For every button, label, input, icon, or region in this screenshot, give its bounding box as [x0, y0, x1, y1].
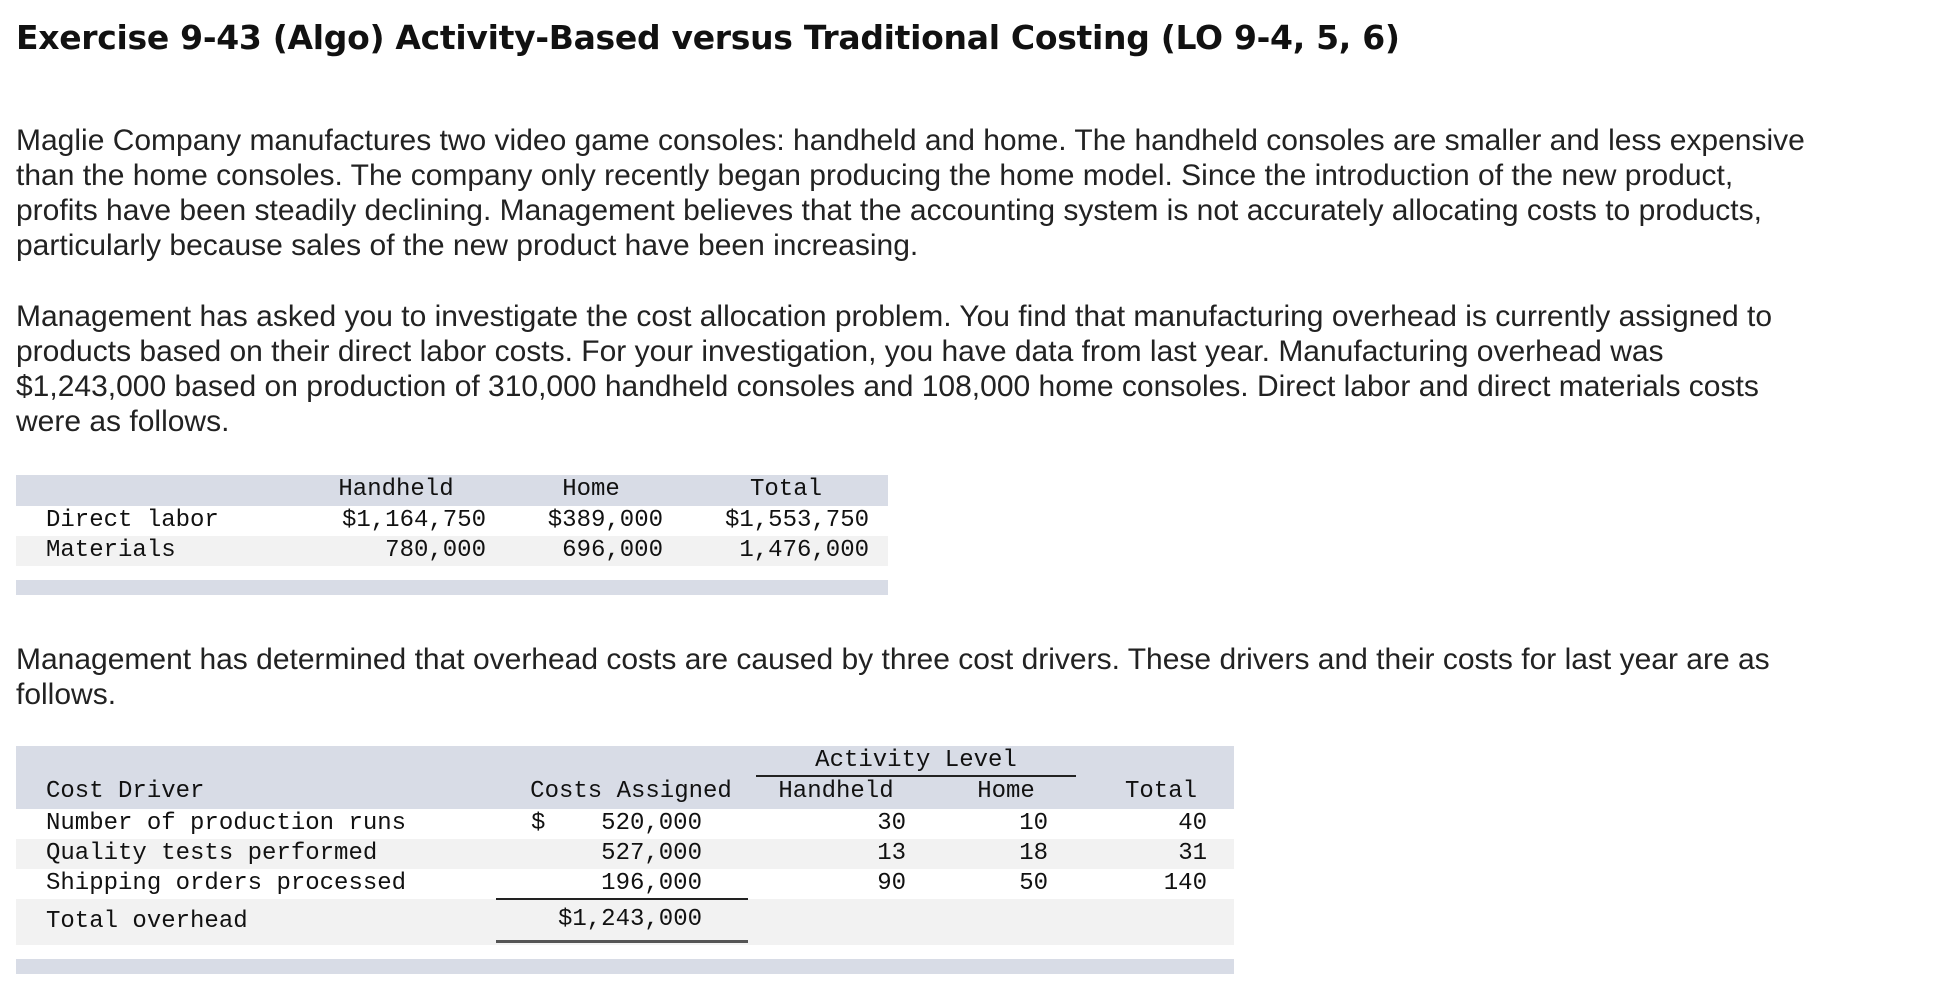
- intro-paragraph: [16, 123, 1936, 263]
- paragraph-line: $1,243,000 based on production of 310,000 handheld consoles and 108,000 home consoles. Direct labor and direct materials costs: [16, 370, 1759, 403]
- column-header-handheld: Handheld: [338, 476, 454, 503]
- row-label: Quality tests performed: [46, 840, 378, 867]
- page-title: Exercise 9-43 (Algo) Activity-Based versus Traditional Costing (LO 9-4, 5, 6): [16, 18, 1400, 57]
- column-header-cost-driver: Cost Driver: [46, 778, 205, 805]
- drivers-paragraph: [16, 642, 1936, 712]
- column-header-home: Home: [977, 778, 1035, 805]
- investigation-paragraph: [16, 299, 1936, 439]
- row-label: Materials: [46, 537, 176, 564]
- cell-home: 50: [1019, 870, 1048, 897]
- paragraph-line: particularly because sales of the new product have been increasing.: [16, 229, 919, 262]
- row-label: Direct labor: [46, 507, 219, 534]
- paragraph-line: Management has asked you to investigate the cost allocation problem. You find that manufacturing overhead is currently assigned to: [16, 300, 1773, 333]
- column-header-total: Total: [1124, 778, 1197, 805]
- cell-total: 1,476,000: [739, 537, 869, 564]
- cell-total: $1,553,750: [724, 507, 869, 534]
- paragraph-line: than the home consoles. The company only recently began producing the home model. Since the introduction of the new product,: [16, 159, 1734, 192]
- cell-costs-assigned: 527,000: [601, 840, 702, 867]
- cell-home: $389,000: [547, 507, 663, 534]
- cell-home: 18: [1019, 840, 1048, 867]
- paragraph-line: Management has determined that overhead costs are caused by three cost drivers. These drivers and their costs for last year are as: [16, 643, 1770, 676]
- cell-total: 31: [1178, 840, 1207, 867]
- paragraph-line: were as follows.: [16, 405, 230, 438]
- cell-handheld: 30: [877, 810, 906, 837]
- labor-materials-table: [16, 475, 888, 595]
- paragraph-line: profits have been steadily declining. Management believes that the accounting system is not accurately allocating costs to products,: [16, 194, 1762, 227]
- column-header-home: Home: [562, 476, 620, 503]
- total-double-underline: [496, 940, 748, 943]
- subtotal-underline: [496, 898, 748, 900]
- cell-total: 40: [1178, 810, 1207, 837]
- table-footer-band: [16, 959, 1234, 974]
- column-header-costs-assigned: Costs Assigned: [530, 778, 732, 805]
- row-label: Shipping orders processed: [46, 870, 407, 897]
- row-label: Number of production runs: [46, 810, 407, 837]
- cost-driver-table: [16, 746, 1234, 974]
- cell-handheld: $1,164,750: [341, 507, 486, 534]
- cell-home: 696,000: [562, 537, 663, 564]
- cell-home: 10: [1019, 810, 1048, 837]
- column-header-total: Total: [749, 476, 822, 503]
- currency-sign: $: [531, 810, 546, 837]
- cell-handheld: 13: [877, 840, 906, 867]
- cell-costs-assigned: 196,000: [601, 870, 702, 897]
- paragraph-line: follows.: [16, 678, 117, 711]
- paragraph-line: products based on their direct labor costs. For your investigation, you have data from last year. Manufacturing overhead was: [16, 335, 1664, 368]
- cell-handheld: 780,000: [385, 537, 486, 564]
- table-footer-band: [16, 580, 888, 595]
- cell-total: 140: [1163, 870, 1207, 897]
- column-header-handheld: Handheld: [778, 778, 894, 805]
- activity-level-header: Activity Level: [815, 747, 1017, 774]
- cell-handheld: 90: [877, 870, 906, 897]
- paragraph-line: Maglie Company manufactures two video game consoles: handheld and home. The handheld consoles are smaller and less expensive: [16, 124, 1805, 157]
- cell-costs-assigned: 520,000: [601, 810, 702, 837]
- total-overhead-label: Total overhead: [46, 908, 248, 935]
- total-overhead-value: $1,243,000: [557, 906, 702, 933]
